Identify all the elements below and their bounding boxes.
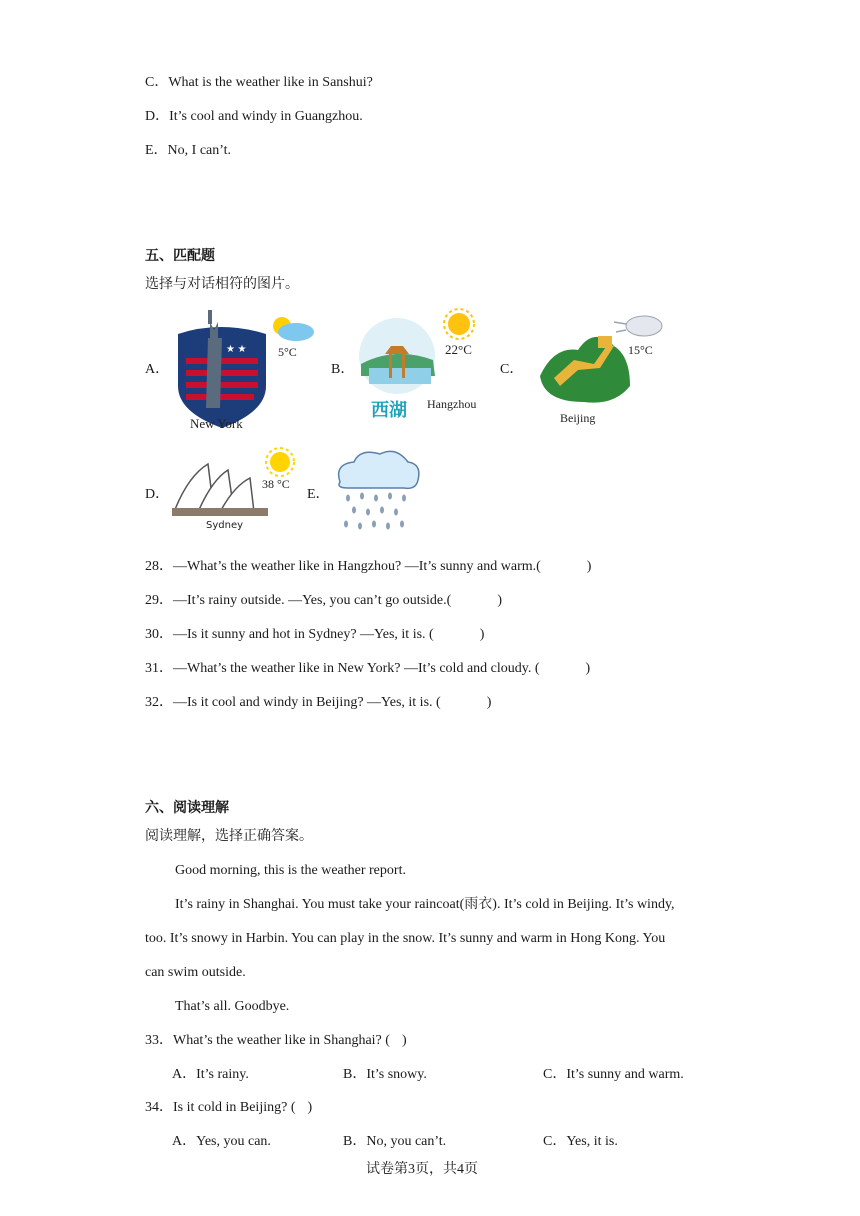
q33-option-c[interactable]: C．It’s sunny and warm. bbox=[543, 1067, 684, 1082]
passage-line-4: can swim outside. bbox=[145, 965, 246, 980]
page-footer: 试卷第3页，共4页 bbox=[366, 1162, 478, 1177]
question-28: 28．—What’s the weather like in Hangzhou? —It’s sunny and warm.( ) bbox=[145, 559, 592, 574]
opera-house-icon bbox=[172, 464, 268, 516]
option-c: C．What is the weather like in Sanshui? bbox=[145, 75, 373, 90]
passage-line-5: That’s all. Goodbye. bbox=[175, 999, 290, 1014]
picture-d-sydney bbox=[168, 446, 300, 534]
picture-d-temp: 38 °C bbox=[262, 477, 290, 491]
picture-a-temp: 5°C bbox=[278, 345, 297, 359]
picture-d-city: Sydney bbox=[206, 520, 244, 531]
picture-c-letter: C． bbox=[500, 362, 524, 377]
picture-b-hangzhou bbox=[355, 306, 495, 432]
q33-option-b[interactable]: B．It’s snowy. bbox=[343, 1067, 427, 1082]
q34-option-b[interactable]: B．No, you can’t. bbox=[343, 1134, 447, 1149]
passage-line-2: It’s rainy in Shanghai. You must take your raincoat(雨衣). It’s cold in Beijing. It’s windy, bbox=[175, 897, 675, 912]
picture-c-beijing bbox=[534, 306, 678, 432]
option-e: E．No, I can’t. bbox=[145, 143, 232, 158]
q33-option-a[interactable]: A．It’s rainy. bbox=[172, 1067, 249, 1082]
passage-line-1: Good morning, this is the weather report. bbox=[175, 863, 406, 878]
section-6-instruction: 阅读理解，选择正确答案。 bbox=[145, 829, 313, 844]
option-d: D．It’s cool and windy in Guangzhou. bbox=[145, 109, 363, 124]
rain-cloud-icon bbox=[328, 446, 424, 534]
section-5-title: 五、匹配题 bbox=[145, 249, 215, 264]
passage-line-3: too. It’s snowy in Harbin. You can play in the snow. It’s sunny and warm in Hong Kong. You bbox=[145, 931, 666, 946]
picture-a-letter: A． bbox=[145, 362, 170, 377]
picture-c-temp: 15°C bbox=[628, 343, 653, 357]
picture-b-west-lake: 西湖 bbox=[371, 400, 407, 421]
rain-drops bbox=[344, 493, 406, 530]
q34-option-c[interactable]: C．Yes, it is. bbox=[543, 1134, 618, 1149]
wind-cloud-icon bbox=[614, 316, 662, 336]
q34-option-a[interactable]: A．Yes, you can. bbox=[172, 1134, 271, 1149]
section-6-title: 六、阅读理解 bbox=[145, 801, 229, 816]
picture-b-temp: 22°C bbox=[445, 342, 472, 357]
question-32: 32．—Is it cool and windy in Beijing? —Yes, it is. ( ) bbox=[145, 695, 492, 710]
question-29: 29．—It’s rainy outside. —Yes, you can’t go outside.( ) bbox=[145, 593, 502, 608]
question-33: 33．What’s the weather like in Shanghai? ( ) bbox=[145, 1033, 407, 1048]
picture-b-city: Hangzhou bbox=[427, 397, 477, 411]
mountain-shape bbox=[540, 337, 630, 403]
section-5-instruction: 选择与对话相符的图片。 bbox=[145, 277, 299, 292]
picture-d-letter: D． bbox=[145, 487, 170, 502]
question-34: 34．Is it cold in Beijing? ( ) bbox=[145, 1100, 313, 1115]
picture-b-letter: B． bbox=[331, 362, 355, 377]
sun-icon bbox=[266, 448, 294, 476]
picture-a-city: New York bbox=[190, 416, 243, 431]
shield-shape bbox=[178, 327, 266, 428]
sun-icon bbox=[444, 309, 474, 339]
picture-c-city: Beijing bbox=[560, 411, 596, 425]
question-30: 30．—Is it sunny and hot in Sydney? —Yes, it is. ( ) bbox=[145, 627, 485, 642]
question-31: 31．—What’s the weather like in New York? —It’s cold and cloudy. ( ) bbox=[145, 661, 591, 676]
star-icon: ★ ★ bbox=[226, 344, 247, 355]
picture-a-new-york bbox=[172, 308, 320, 434]
picture-e-letter: E． bbox=[307, 487, 330, 502]
